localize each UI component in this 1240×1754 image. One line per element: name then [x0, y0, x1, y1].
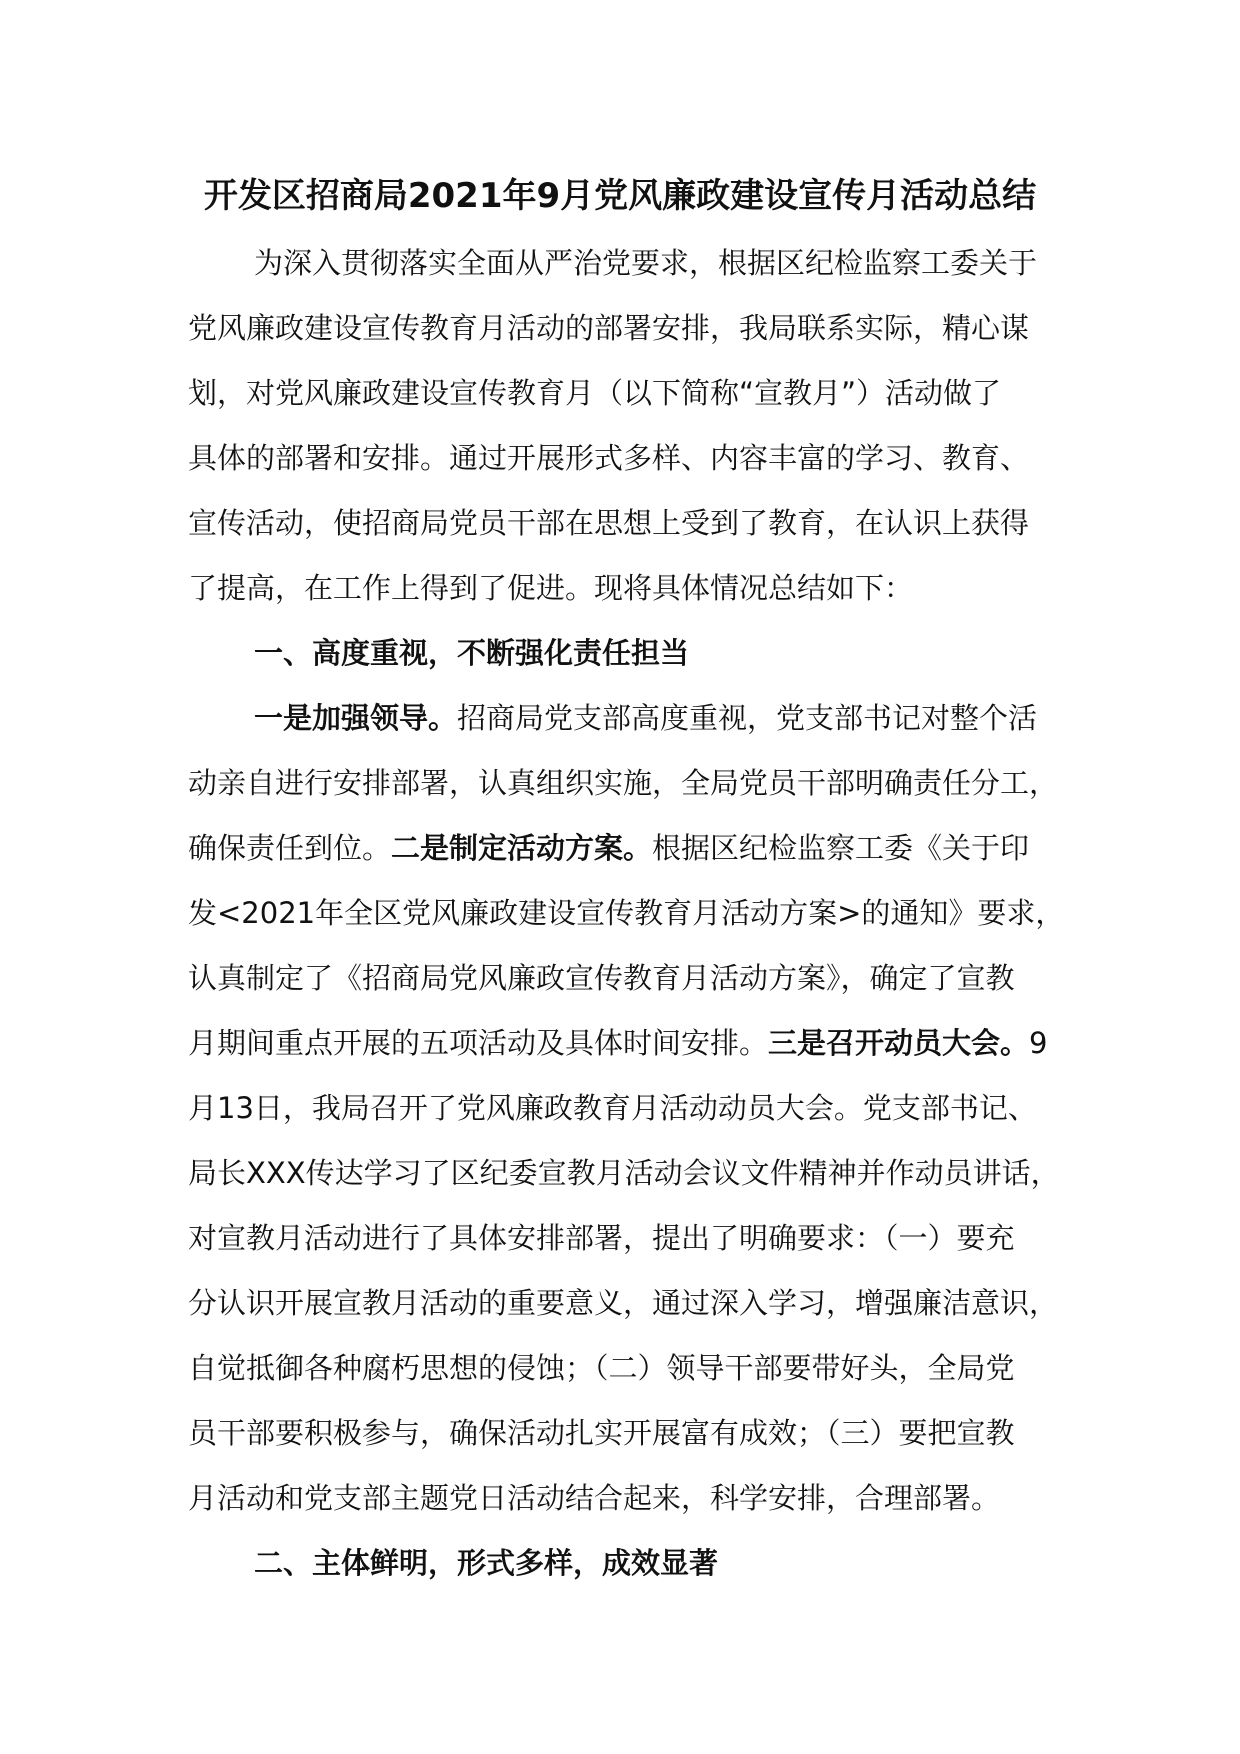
text-run: 根据区纪检监察工委《关于印	[652, 831, 1030, 865]
text-run: 月期间重点开展的五项活动及具体时间安排。	[188, 1026, 769, 1060]
paragraph-line: 认真制定了《招商局党风廉政宣传教育月活动方案》，确定了宣教	[188, 961, 1015, 995]
section-heading-1: 一、高度重视，不断强化责任担当	[254, 636, 690, 670]
paragraph-line: 具体的部署和安排。通过开展形式多样、内容丰富的学习、教育、	[188, 441, 1030, 475]
document-body	[188, 237, 1068, 1602]
emphasis-mobilization-meeting: 三是召开动员大会。	[768, 1026, 1030, 1060]
text-run: 9	[1029, 1026, 1048, 1060]
paragraph-line: 月13日，我局召开了党风廉政教育月活动动员大会。党支部书记、	[188, 1091, 1037, 1125]
paragraph-line: 党风廉政建设宣传教育月活动的部署安排，我局联系实际，精心谋	[188, 311, 1030, 345]
text-run: 招商局党支部高度重视，党支部书记对整个活	[457, 701, 1038, 735]
paragraph-line: 宣传活动，使招商局党员干部在思想上受到了教育，在认识上获得	[188, 506, 1030, 540]
paragraph-line	[188, 692, 1068, 757]
paragraph-line: 动亲自进行安排部署，认真组织实施，全局党员干部明确责任分工，	[188, 766, 1059, 800]
paragraph-line: 对宣教月活动进行了具体安排部署，提出了明确要求：（一）要充	[188, 1221, 1015, 1255]
paragraph-line: 发<2021年全区党风廉政建设宣传教育月活动方案>的通知》要求，	[188, 896, 1065, 930]
paragraph-line	[188, 822, 1068, 887]
text-run: 确保责任到位。	[188, 831, 392, 865]
paragraph-line: 员干部要积极参与，确保活动扎实开展富有成效；（三）要把宣教	[188, 1416, 1015, 1450]
paragraph-line: 局长XXX传达学习了区纪委宣教月活动会议文件精神并作动员讲话，	[188, 1156, 1060, 1190]
paragraph-line: 分认识开展宣教月活动的重要意义，通过深入学习，增强廉洁意识，	[188, 1286, 1059, 1320]
document-title: 开发区招商局2021年9月党风廉政建设宣传月活动总结	[203, 176, 1037, 216]
paragraph-line: 月活动和党支部主题党日活动结合起来，科学安排，合理部署。	[188, 1481, 1001, 1515]
emphasis-activity-plan: 二是制定活动方案。	[391, 831, 653, 865]
emphasis-strengthen-leadership: 一是加强领导。	[254, 701, 458, 735]
section-heading-2: 二、主体鲜明，形式多样，成效显著	[254, 1546, 719, 1580]
paragraph-line: 为深入贯彻落实全面从严治党要求，根据区纪检监察工委关于	[254, 246, 1038, 280]
paragraph-line: 划，对党风廉政建设宣传教育月（以下简称“宣教月”）活动做了	[188, 376, 1002, 410]
paragraph-line: 自觉抵御各种腐朽思想的侵蚀；（二）领导干部要带好头，全局党	[188, 1351, 1015, 1385]
paragraph-line	[188, 1017, 1068, 1082]
paragraph-line: 了提高，在工作上得到了促进。现将具体情况总结如下：	[188, 571, 914, 605]
